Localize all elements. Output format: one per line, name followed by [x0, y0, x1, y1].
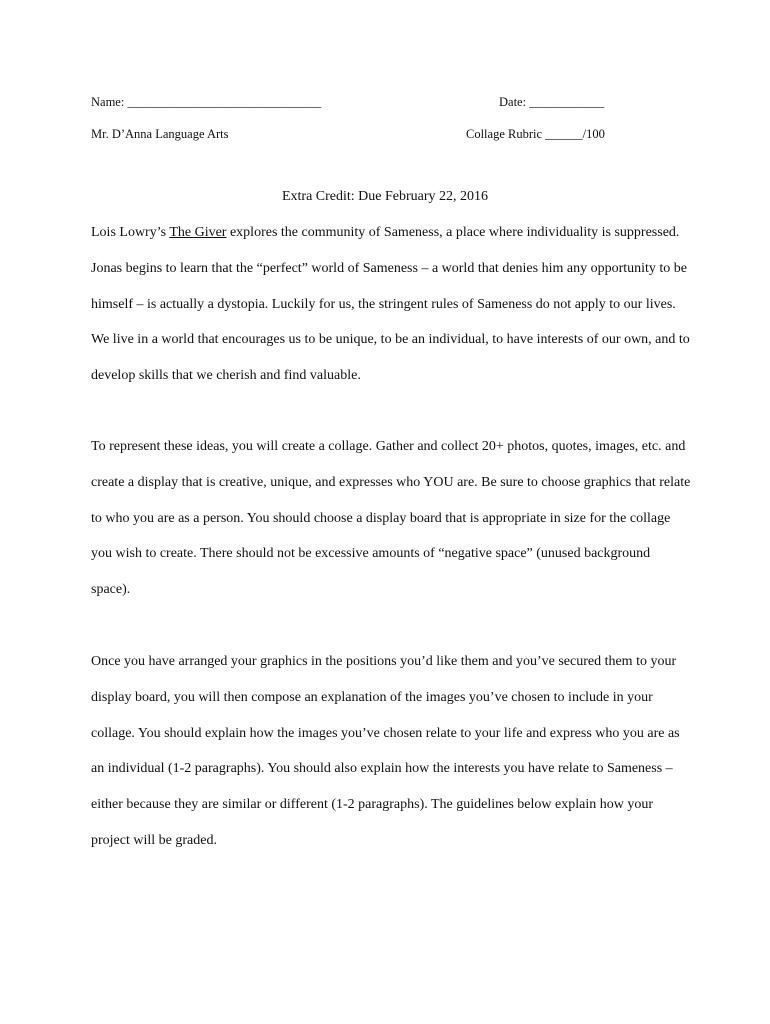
intro-rest: explores the community of Sameness, a place where individuality is suppressed. Jonas begins to learn that the “perfect” world of Sameness – a world that denies him any opportunity to be himself – is actually a dystopia. Luckily for us, the stringent rules of Sameness do not apply to our lives. We live in a world that encourages us to be unique, to be an individual, to have interests of our own, and to develop skills that we cherish and find valuable. [91, 225, 690, 384]
intro-lead: Lois Lowry’s [91, 225, 170, 240]
teacher-course: Mr. D’Anna Language Arts [91, 127, 229, 141]
name-field: Name: _______________________________ [91, 95, 322, 109]
date-field: Date: ____________ [499, 95, 605, 109]
rubric-score: Collage Rubric ______/100 [466, 127, 605, 141]
assignment-title: Extra Credit: Due February 22, 2016 [281, 189, 489, 204]
book-title: The Giver [169, 225, 227, 240]
paragraph-instructions: To represent these ideas, you will create a collage. Gather and collect 20+ photos, quotes, images, etc. and create a display that is creative, unique, and expresses who YOU are. Be sure to choose graphics that relate to who you are as a person. You should choose a display board that is appropriate in size for the collage you wish to create. There should not be excessive amounts of “negative space” (unused background space). [91, 439, 691, 598]
paragraph-explanation: Once you have arranged your graphics in the positions you’d like them and you’ve secured them to your display board, you will then compose an explanation of the images you’ve chosen to include in your collage. You should explain how the images you’ve chosen relate to your life and express who you are as an individual (1-2 paragraphs). You should also explain how the interests you have relate to Sameness – either because they are similar or different (1-2 paragraphs). The guidelines below explain how your project will be graded. [91, 654, 680, 848]
paragraph-intro [91, 215, 691, 394]
